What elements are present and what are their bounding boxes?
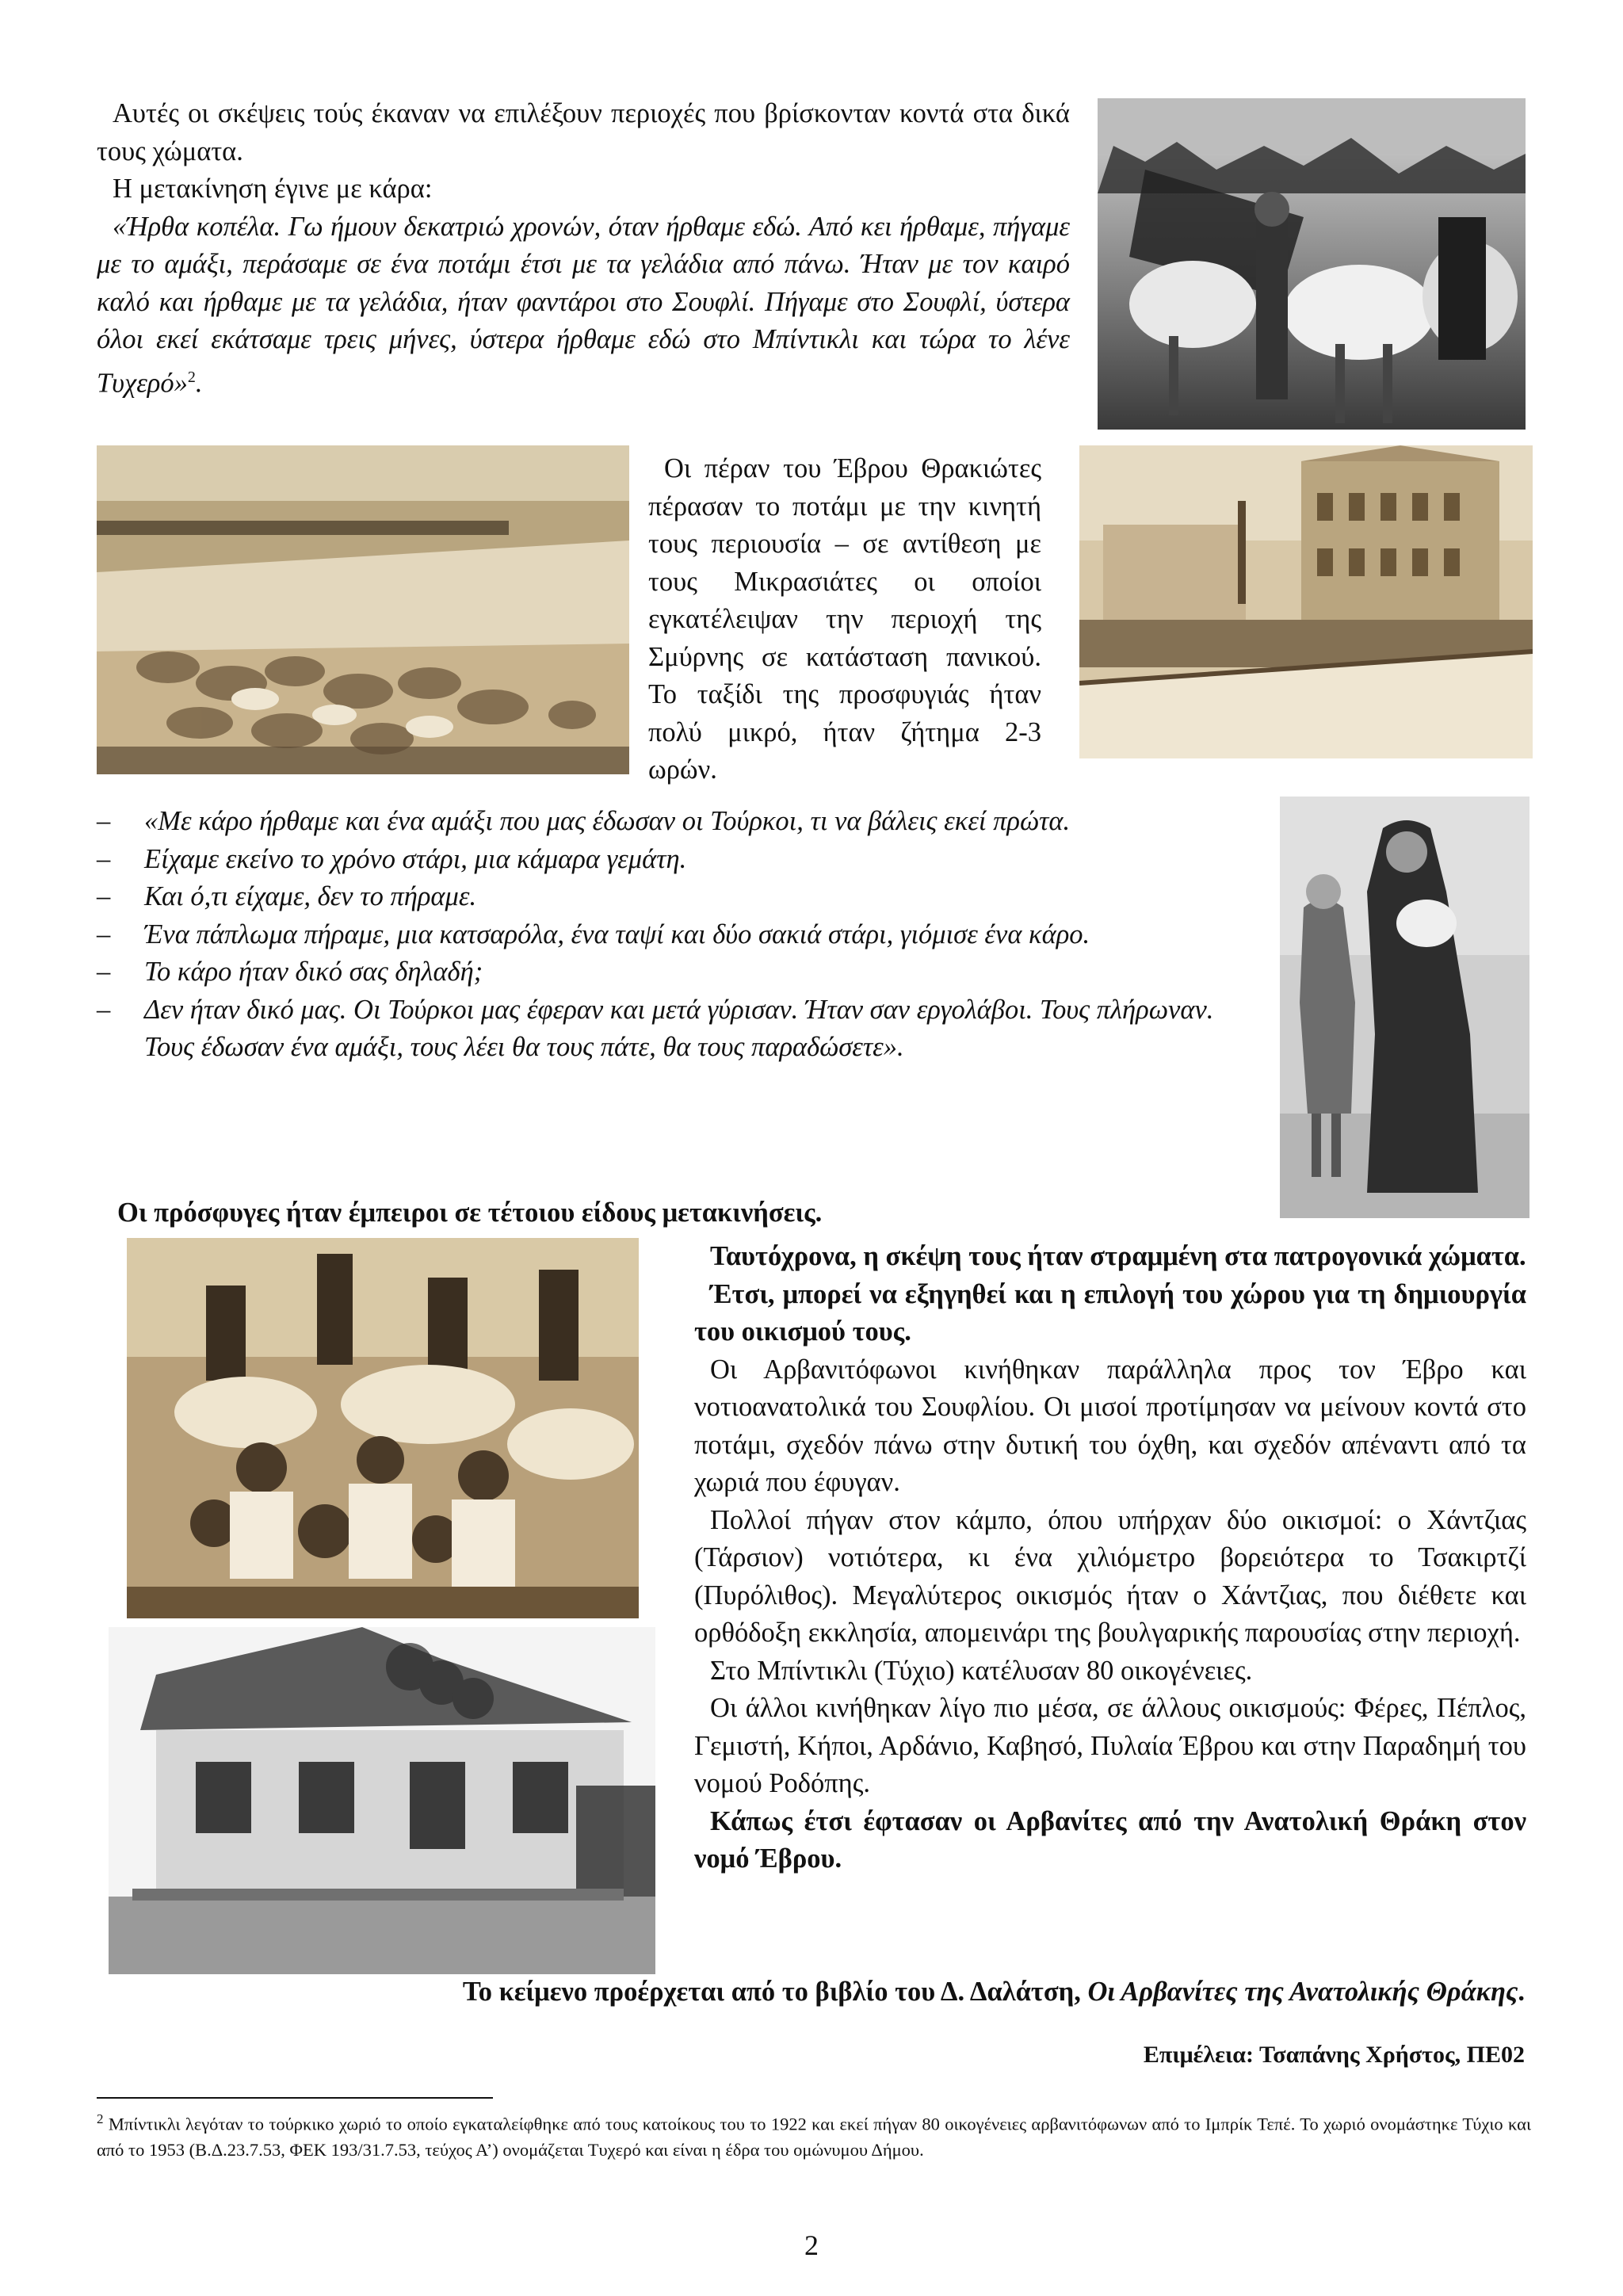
dialogue-line bbox=[97, 991, 1244, 1067]
photo-ox-cart bbox=[1098, 98, 1526, 430]
dialogue-text: Είχαμε εκείνο το χρόνο στάρι, μια κάμαρα γεμάτη. bbox=[144, 843, 687, 874]
dash: – bbox=[97, 957, 111, 987]
editor-credit: Επιμέλεια: Τσαπάνης Χρήστος, ΠΕ02 bbox=[1143, 2042, 1525, 2068]
bold-statement: Οι πρόσφυγες ήταν έμπειροι σε τέτοιου είδους μετακινήσεις. bbox=[117, 1198, 823, 1228]
photo-smyrna-quay bbox=[1079, 445, 1533, 758]
footnote-ref: 2 bbox=[187, 368, 196, 386]
dialogue bbox=[97, 803, 1244, 1067]
photo-refugee-group bbox=[127, 1238, 639, 1618]
source-book-title: Οι Αρβανίτες της Ανατολικής Θράκης bbox=[1087, 1977, 1518, 2007]
footnote-text: Μπίντικλι λεγόταν το τούρκικο χωριό το οποίο εγκαταλείφθηκε από τους κατοίκους του το 1922 και εκεί πήγαν 80 οικογένειες αρβανιτόφωνων από το Ιμπρίκ Τεπέ. Το χωριό ονομάστηκε Τύχιο και από το 1953 (Β.Δ.23.7.53, ΦΕΚ 193/31.7.53, τεύχος Α’) ονομάζεται Τυχερό και είναι η έδρα του ομώνυμου Δήμου. bbox=[97, 2114, 1531, 2160]
dash: – bbox=[97, 994, 111, 1025]
source-suffix: . bbox=[1518, 1977, 1525, 2007]
dash: – bbox=[97, 806, 111, 836]
right-paragraph-2: Πολλοί πήγαν στον κάμπο, όπου υπήρχαν δύο οικισμοί: ο Χάντζιας (Τάρσιον) νοτιότερα, κι ένα χιλιόμετρο βορειότερα το Τσακιρτζί (Πυρόλιθος). Μεγαλύτερος οικισμός ήταν ο Χάντζιας, που διέθετε και ορθόδοξη εκκλησία, απομεινάρι της βουλγαρικής παρουσίας στην περιοχή. bbox=[694, 1504, 1526, 1648]
footnote bbox=[97, 2107, 1531, 2163]
right-bold-2: Έτσι, μπορεί να εξηγηθεί και η επιλογή του χώρου για τη δημιουργία του οικισμού τους. bbox=[694, 1278, 1526, 1347]
dialogue-text: Δεν ήταν δικό μας. Οι Τούρκοι μας έφεραν και μετά γύρισαν. Ήταν σαν εργολάβοι. Τους πλήρωναν. Τους έδωσαν ένα αμάξι, τους λέει θα τους πάτε, θα τους παραδώσετε». bbox=[144, 994, 1214, 1062]
right-bold-1: Ταυτόχρονα, η σκέψη τους ήταν στραμμένη στα πατρογονικά χώματα. bbox=[710, 1241, 1526, 1271]
dialogue-text: Και ό,τι είχαμε, δεν το πήραμε. bbox=[144, 881, 477, 911]
dash: – bbox=[97, 843, 111, 874]
page-number: 2 bbox=[804, 2229, 819, 2261]
right-bold-3: Κάπως έτσι έφτασαν οι Αρβανίτες από την Ανατολική Θράκη στον νομό Έβρου. bbox=[694, 1805, 1526, 1874]
intro-text bbox=[97, 95, 1070, 403]
intro-lead: Η μετακίνηση έγινε με κάρα: bbox=[113, 174, 433, 204]
dash: – bbox=[97, 919, 111, 949]
right-paragraph-1: Οι Αρβανιτόφωνοι κινήθηκαν παράλληλα προς τον Έβρο και νοτιοανατολικά του Σουφλίου. Οι μισοί προτίμησαν να μείνουν κοντά στο ποτάμι, σχεδόν πάνω στην δυτική του όχθη, και σχεδόν απέναντι από τα χωριά που έφυγαν. bbox=[694, 1354, 1526, 1497]
right-paragraph-4: Οι άλλοι κινήθηκαν λίγο πιο μέσα, σε άλλους οικισμούς: Φέρες, Πέπλος, Γεμιστή, Κήποι, Αρδάνιο, Καβησό, Πυλαία Έβρου και στην Παραδημή του νομού Ροδόπης. bbox=[694, 1693, 1526, 1798]
middle-text: Οι πέραν του Έβρου Θρακιώτες πέρασαν το ποτάμι με την κινητή τους περιουσία – σε αντίθεση με τους Μικρασιάτες οι οποίοι εγκατέλειψαν την περιοχή της Σμύρνης σε κατάσταση πανικού. Το ταξίδι της προσφυγιάς ήταν πολύ μικρό, ήταν ζήτημα 2-3 ωρών. bbox=[648, 453, 1041, 785]
dash: – bbox=[97, 881, 111, 911]
dialogue-line bbox=[97, 841, 1244, 879]
source-line bbox=[463, 1973, 1525, 2011]
photo-village-house bbox=[109, 1627, 655, 1974]
dialogue-line bbox=[97, 878, 1244, 916]
intro-paragraph: Αυτές οι σκέψεις τούς έκαναν να επιλέξουν περιοχές που βρίσκονταν κοντά στα δικά τους χώματα. bbox=[97, 98, 1070, 166]
photo-river-crossing bbox=[97, 445, 629, 774]
dialogue-text: Ένα πάπλωμα πήραμε, μια κατσαρόλα, ένα ταψί και δύο σακιά στάρι, γιόμισε ένα κάρο. bbox=[144, 919, 1090, 949]
source-prefix: Το κείμενο προέρχεται από το βιβλίο του Δ. Δαλάτση, bbox=[462, 1977, 1088, 2007]
right-paragraph-3: Στο Μπίντικλι (Τύχιο) κατέλυσαν 80 οικογένειες. bbox=[710, 1655, 1253, 1686]
photo-mother-children bbox=[1280, 797, 1529, 1218]
dialogue-list bbox=[97, 803, 1244, 1067]
dialogue-text: «Με κάρο ήρθαμε και ένα αμάξι που μας έδωσαν οι Τούρκοι, τι να βάλεις εκεί πρώτα. bbox=[144, 806, 1071, 836]
footnote-separator bbox=[97, 2097, 493, 2099]
footnote-number: 2 bbox=[97, 2111, 104, 2126]
dialogue-text: Το κάρο ήταν δικό σας δηλαδή; bbox=[144, 957, 483, 987]
middle-paragraph bbox=[648, 450, 1041, 789]
dialogue-line bbox=[97, 916, 1244, 954]
right-column bbox=[694, 1238, 1526, 1878]
dialogue-line bbox=[97, 803, 1244, 841]
intro-quote: «Ήρθα κοπέλα. Γω ήμουν δεκατριώ χρονών, όταν ήρθαμε εδώ. Από κει ήρθαμε, πήγαμε με το αμάξι, περάσαμε σε ένα ποτάμι έτσι με τα γελάδια από πάνω. Ήταν με τον καιρό καλό και ήρθαμε με τα γελάδια, ήταν φαντάροι στο Σουφλί. Πήγαμε στο Σουφλί, ύστερα όλοι εκεί εκάτσαμε τρεις μήνες, ύστερα ήρθαμε εδώ στο Μπίντικλι και τώρα το λένε Τυχερό»$^2$. bbox=[97, 211, 1070, 398]
dialogue-line bbox=[97, 953, 1244, 991]
